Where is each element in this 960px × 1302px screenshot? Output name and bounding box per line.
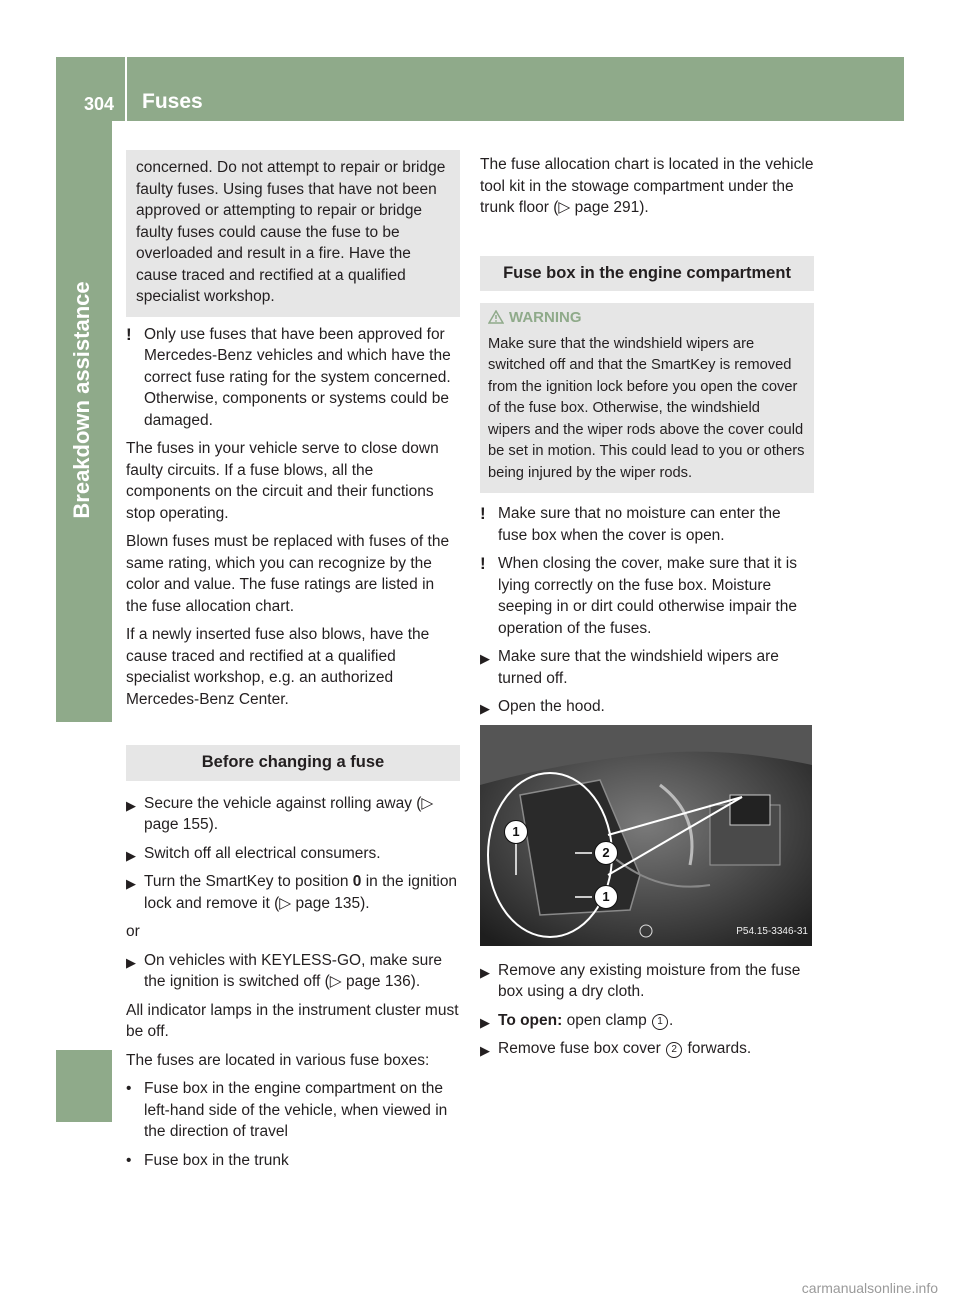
page-title: Fuses: [142, 90, 203, 113]
exclamation-icon: !: [126, 324, 132, 344]
note: ! When closing the cover, make sure that it is lying correctly on the fuse box. Moisture seeping in or dirt could otherwise impair the operation of the fuses.: [480, 554, 797, 637]
instruction-step: ▶ Turn the SmartKey to position 0 in the ignition lock and remove it (▷ page 135).: [126, 873, 458, 912]
or-label: or: [126, 923, 140, 940]
section-heading: Fuse box in the engine compartment: [480, 256, 814, 292]
arrow-right-icon: ▶: [126, 876, 136, 891]
instruction-step: ▶ Switch off all electrical consumers.: [126, 843, 460, 865]
right-column: [480, 154, 814, 1067]
page-number: 304: [84, 94, 115, 114]
paragraph: The fuse allocation chart is located in the vehicle tool kit in the stowage compartment under the trunk floor (▷ page 291).: [480, 156, 814, 216]
paragraph: If a newly inserted fuse also blows, have the cause traced and rectified at a qualified specialist workshop, e.g. an authorized Mercedes-Benz Center.: [126, 626, 430, 708]
engine-photo-illustration: [480, 725, 812, 946]
left-column: [126, 150, 460, 1178]
paragraph: Blown fuses must be replaced with fuses of the same rating, which you can recognize by the color and value. The fuse ratings are listed in the fuse allocation chart.: [126, 533, 450, 615]
warning-continuation: concerned. Do not attempt to repair or bridge faulty fuses. Using fuses that have not been approved or attempting to repair or bridge faulty fuses could cause the fuse to be overloaded and result in a fire. Have the cause traced and rectified at a qualified specialist workshop.: [126, 150, 460, 317]
arrow-right-icon: ▶: [126, 797, 136, 813]
warning-triangle-icon: [488, 310, 504, 324]
warning-box: [480, 303, 814, 493]
bullet-item: • Fuse box in the engine compartment on the left-hand side of the vehicle, when viewed in the direction of travel: [126, 1080, 448, 1140]
arrow-right-icon: ▶: [480, 701, 490, 716]
note: ! Make sure that no moisture can enter the fuse box when the cover is open.: [480, 504, 781, 544]
instruction-step: ▶ Secure the vehicle against rolling away (▷ page 155).: [126, 794, 434, 833]
arrow-right-icon: ▶: [480, 1043, 490, 1058]
instruction-step: ▶ Remove fuse box cover 2 forwards.: [480, 1038, 814, 1060]
paragraph: The fuses are located in various fuse boxes:: [126, 1051, 430, 1069]
instruction-step: ▶ To open: open clamp 1 .: [480, 1010, 814, 1032]
instruction-step: ▶ Remove any existing moisture from the fuse box using a dry cloth.: [480, 961, 801, 1000]
callout-ref-1: 1: [652, 1014, 668, 1030]
arrow-right-icon: ▶: [480, 1014, 490, 1030]
side-marker: [56, 1050, 112, 1122]
section-heading: Before changing a fuse: [126, 745, 460, 781]
watermark: carmanualsonline.info: [801, 1280, 938, 1296]
photo-code: P54.15-3346-31: [736, 926, 808, 937]
arrow-right-icon: ▶: [480, 964, 490, 980]
callout-ref-2: 2: [666, 1042, 682, 1058]
bullet-icon: •: [126, 1080, 132, 1097]
note: ! Only use fuses that have been approved for Mercedes-Benz vehicles and which have the correct fuse rating for the system concerned. Otherwise, components or systems could be damaged.: [126, 324, 451, 429]
bullet-icon: •: [126, 1151, 132, 1169]
arrow-right-icon: ▶: [126, 847, 136, 863]
header-separator: [125, 57, 127, 121]
bullet-item: • Fuse box in the trunk: [126, 1150, 460, 1172]
side-tab-label: Breakdown assistance: [69, 281, 94, 519]
instruction-step: ▶ On vehicles with KEYLESS-GO, make sure the ignition is switched off (▷ page 136).: [126, 951, 443, 990]
engine-compartment-photo: [480, 725, 812, 946]
exclamation-icon: !: [480, 504, 486, 523]
instruction-step: ▶ Make sure that the windshield wipers are turned off.: [480, 648, 779, 687]
arrow-right-icon: ▶: [480, 651, 490, 666]
warning-title: WARNING: [488, 307, 806, 329]
warning-text: Make sure that the windshield wipers are switched off and that the SmartKey is removed from the ignition lock before you open the cover of the fuse box. Otherwise, the windshield wipers and the wiper rods above the cover could be set in motion. This could lead to you or others being injured by the wiper rods.: [488, 335, 805, 481]
callout-clamp-top: 1: [504, 820, 528, 844]
callout-clamp-bottom: 1: [594, 885, 618, 909]
exclamation-icon: !: [480, 554, 486, 573]
paragraph: All indicator lamps in the instrument cluster must be off.: [126, 1001, 459, 1040]
instruction-step: ▶ Open the hood.: [480, 696, 814, 718]
callout-cover: 2: [594, 841, 618, 865]
arrow-right-icon: ▶: [126, 954, 136, 970]
paragraph: The fuses in your vehicle serve to close down faulty circuits. If a fuse blows, all the components on the circuit and their functions stop operating.: [126, 440, 439, 522]
